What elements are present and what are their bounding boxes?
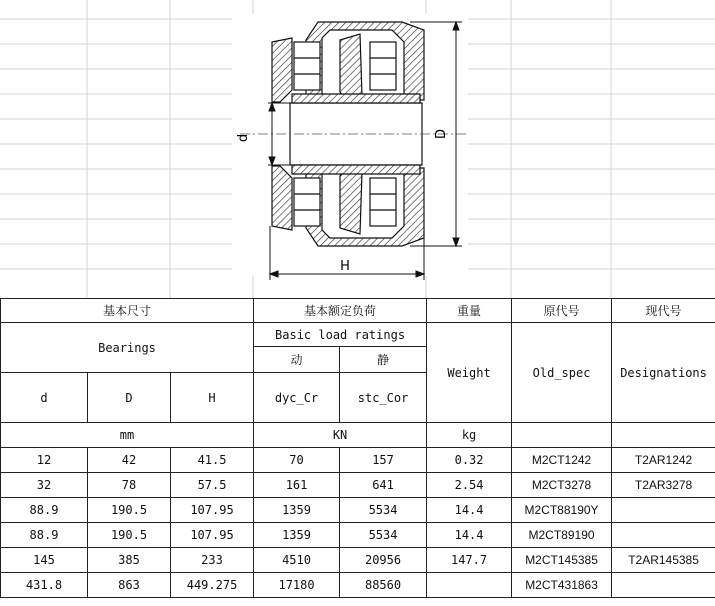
table-row bbox=[1, 573, 715, 598]
cell-old: M2CT89190 bbox=[512, 523, 612, 548]
header-col-D: D bbox=[88, 373, 171, 423]
lower-left-cap bbox=[272, 166, 292, 230]
bearing-spec-table bbox=[0, 298, 715, 598]
header-weight: Weight bbox=[427, 323, 512, 423]
header-dynamic-cn: 动 bbox=[254, 347, 340, 373]
cell-H: 107.95 bbox=[171, 498, 254, 523]
table-row bbox=[1, 498, 715, 523]
header-new-code-cn: 现代号 bbox=[612, 299, 715, 323]
cell-H: 233 bbox=[171, 548, 254, 573]
cell-old: M2CT3278 bbox=[512, 473, 612, 498]
cell-new: T2AR1242 bbox=[612, 448, 715, 473]
lower-shaft-washer bbox=[292, 165, 420, 174]
header-old-code-cn: 原代号 bbox=[512, 299, 612, 323]
cell-cor: 5534 bbox=[340, 498, 427, 523]
cell-old: M2CT431863 bbox=[512, 573, 612, 598]
unit-size: mm bbox=[1, 423, 254, 448]
roller-upper-left bbox=[294, 42, 320, 90]
cell-old: M2CT145385 bbox=[512, 548, 612, 573]
cell-d: 32 bbox=[1, 473, 88, 498]
cell-cr: 161 bbox=[254, 473, 340, 498]
cell-new: T2AR145385 bbox=[612, 548, 715, 573]
unit-old-empty bbox=[512, 423, 612, 448]
cell-weight: 14.4 bbox=[427, 523, 512, 548]
cell-d: 88.9 bbox=[1, 523, 88, 548]
roller-lower-left bbox=[294, 178, 320, 226]
header-basic-load-ratings: Basic load ratings bbox=[254, 323, 427, 347]
table-row bbox=[1, 523, 715, 548]
upper-middle-wedge bbox=[340, 34, 362, 100]
cell-D: 190.5 bbox=[88, 523, 171, 548]
cell-H: 107.95 bbox=[171, 523, 254, 548]
cell-cor: 20956 bbox=[340, 548, 427, 573]
cell-cr: 1359 bbox=[254, 523, 340, 548]
cell-old: M2CT1242 bbox=[512, 448, 612, 473]
table-row bbox=[1, 548, 715, 573]
cell-weight: 0.32 bbox=[427, 448, 512, 473]
header-basic-rating: 基本额定负荷 bbox=[254, 299, 427, 323]
cell-H: 41.5 bbox=[171, 448, 254, 473]
cell-H: 57.5 bbox=[171, 473, 254, 498]
cell-cr: 70 bbox=[254, 448, 340, 473]
cell-D: 78 bbox=[88, 473, 171, 498]
cell-new bbox=[612, 523, 715, 548]
table-row bbox=[1, 448, 715, 473]
header-old-spec: Old_spec bbox=[512, 323, 612, 423]
header-bearings: Bearings bbox=[1, 323, 254, 373]
upper-left-cap bbox=[272, 38, 292, 102]
dimension-D-label: D bbox=[434, 128, 449, 140]
header-col-H: H bbox=[171, 373, 254, 423]
header-col-d: d bbox=[1, 373, 88, 423]
header-weight-cn: 重量 bbox=[427, 299, 512, 323]
cell-D: 863 bbox=[88, 573, 171, 598]
cell-new bbox=[612, 573, 715, 598]
unit-weight: kg bbox=[427, 423, 512, 448]
roller-lower-right bbox=[370, 178, 396, 226]
cell-new bbox=[612, 498, 715, 523]
cell-d: 431.8 bbox=[1, 573, 88, 598]
header-designations: Designations bbox=[612, 323, 715, 423]
cell-cor: 641 bbox=[340, 473, 427, 498]
header-col-cor: stc_Cor bbox=[340, 373, 427, 423]
cell-cr: 17180 bbox=[254, 573, 340, 598]
cell-old: M2CT88190Y bbox=[512, 498, 612, 523]
roller-upper-right bbox=[370, 42, 396, 90]
cell-cor: 5534 bbox=[340, 523, 427, 548]
dimension-H-label: H bbox=[340, 259, 350, 274]
cell-D: 42 bbox=[88, 448, 171, 473]
dimension-d-label: d bbox=[236, 133, 251, 143]
header-static-cn: 静 bbox=[340, 347, 427, 373]
cell-d: 145 bbox=[1, 548, 88, 573]
cell-weight bbox=[427, 573, 512, 598]
lower-middle-wedge bbox=[340, 168, 362, 234]
cell-new: T2AR3278 bbox=[612, 473, 715, 498]
cell-weight: 147.7 bbox=[427, 548, 512, 573]
header-basic-size: 基本尺寸 bbox=[1, 299, 254, 323]
cell-D: 385 bbox=[88, 548, 171, 573]
unit-new-empty bbox=[612, 423, 715, 448]
bearing-section-drawing bbox=[0, 0, 715, 298]
table-row bbox=[1, 473, 715, 498]
unit-load: KN bbox=[254, 423, 427, 448]
cell-H: 449.275 bbox=[171, 573, 254, 598]
header-col-cr: dyc_Cr bbox=[254, 373, 340, 423]
cell-weight: 2.54 bbox=[427, 473, 512, 498]
cell-weight: 14.4 bbox=[427, 498, 512, 523]
cell-d: 12 bbox=[1, 448, 88, 473]
upper-shaft-washer bbox=[292, 94, 420, 103]
cell-D: 190.5 bbox=[88, 498, 171, 523]
cell-cor: 157 bbox=[340, 448, 427, 473]
cell-cr: 1359 bbox=[254, 498, 340, 523]
cell-cor: 88560 bbox=[340, 573, 427, 598]
cell-d: 88.9 bbox=[1, 498, 88, 523]
cell-cr: 4510 bbox=[254, 548, 340, 573]
